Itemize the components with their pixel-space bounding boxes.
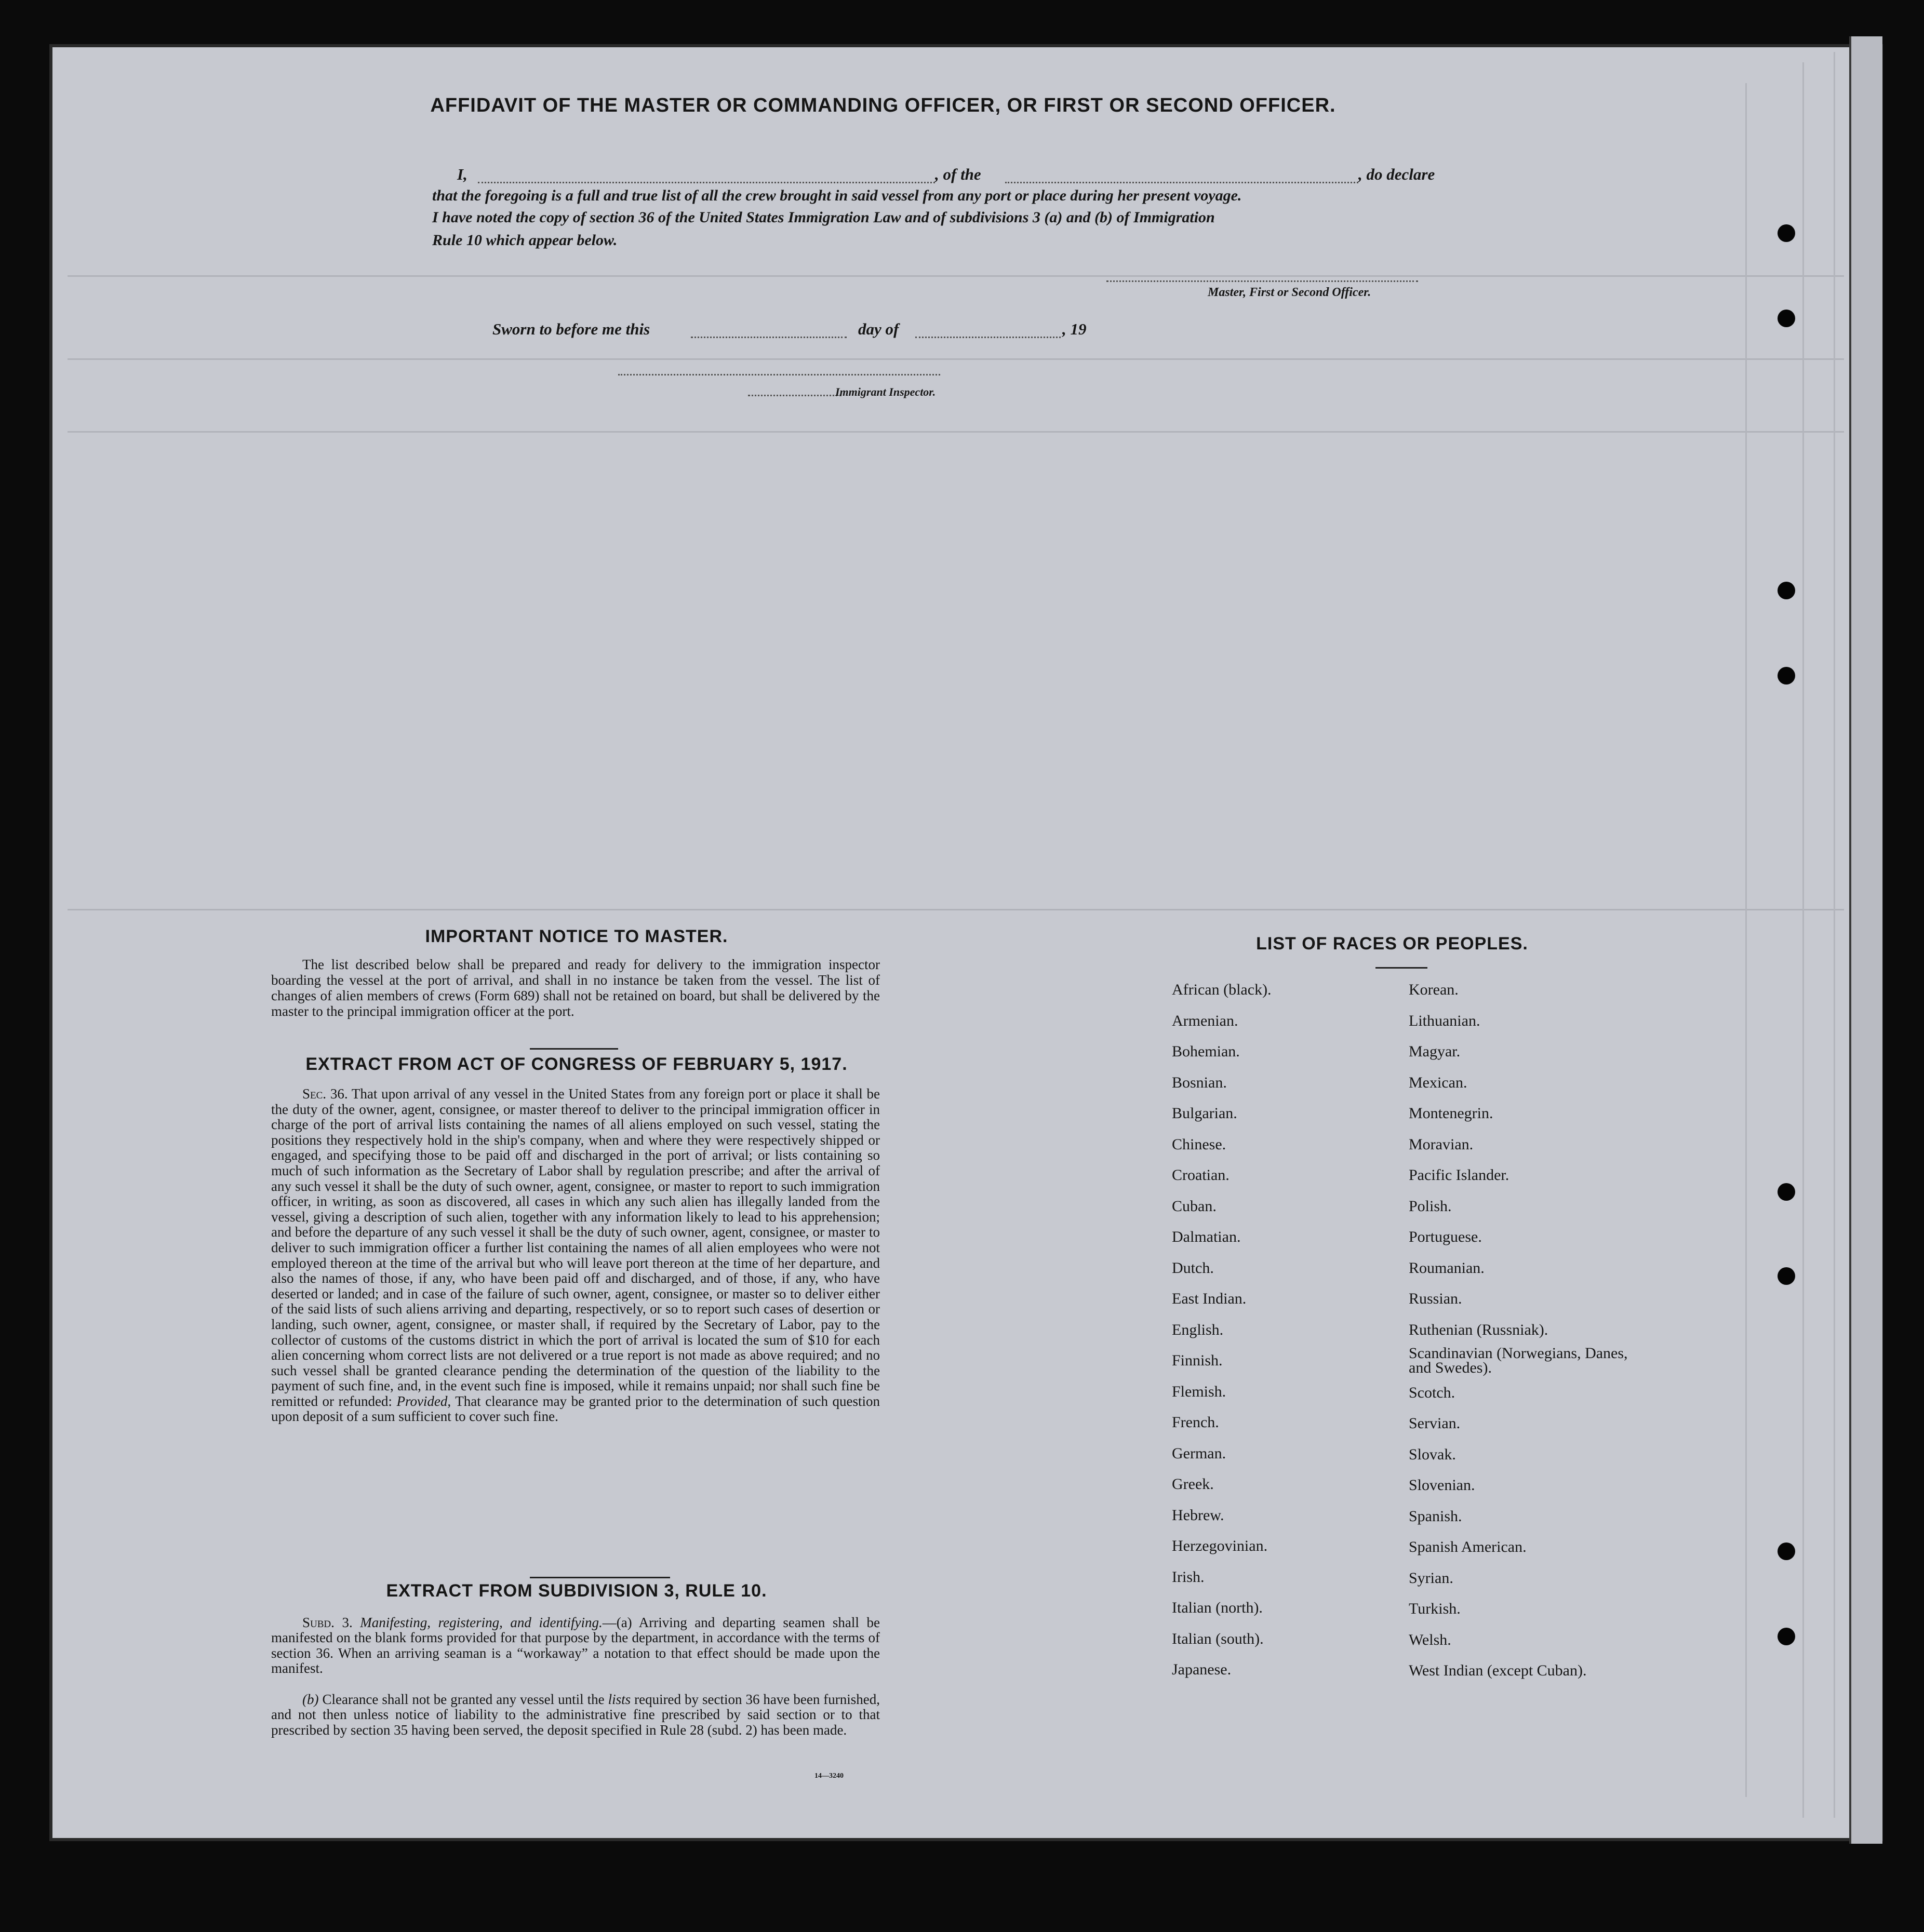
races-title: LIST OF RACES OR PEOPLES. xyxy=(1256,934,1528,954)
race-item: Montenegrin. xyxy=(1409,1105,1493,1122)
race-item: Ruthenian (Russniak). xyxy=(1409,1321,1548,1338)
race-item: Lithuanian. xyxy=(1409,1012,1480,1029)
inspector-label: Immigrant Inspector. xyxy=(835,385,936,398)
form-number: 14—3240 xyxy=(814,1772,844,1780)
race-item: Slovenian. xyxy=(1409,1477,1475,1494)
punch-hole xyxy=(1778,1183,1795,1201)
affidavit-i: I, xyxy=(457,165,467,183)
rule-subd-heading: Manifesting, registering, and identifying. xyxy=(360,1615,603,1630)
affidavit-of-the: , of the xyxy=(935,165,981,183)
race-item: English. xyxy=(1172,1321,1224,1338)
race-item: Polish. xyxy=(1409,1197,1452,1215)
act-section-label: Sec. 36. xyxy=(302,1086,348,1102)
race-item: Herzegovinian. xyxy=(1172,1537,1268,1554)
race-item: Chinese. xyxy=(1172,1135,1226,1153)
race-item: East Indian. xyxy=(1172,1290,1247,1307)
year-label: , 19 xyxy=(1062,320,1087,338)
act-provided: Provided, xyxy=(396,1393,451,1409)
rule-b-text-2: required by section 36 have been furnished, and not then unless notice of liability to the administrative fine prescribed by said section or to that prescribed by section 35 having been served, the deposit specified in Rule 28 (subd. 2) has been made. xyxy=(271,1692,880,1738)
race-item: Hebrew. xyxy=(1172,1506,1224,1524)
race-item: West Indian (except Cuban). xyxy=(1409,1662,1587,1679)
vessel-blank xyxy=(1005,165,1358,183)
race-item: French. xyxy=(1172,1414,1219,1431)
race-item: Russian. xyxy=(1409,1290,1462,1307)
day-of-label: day of xyxy=(858,320,899,338)
notice-text: The list described below shall be prepared and ready for delivery to the immigration inspector boarding the vessel at the port of arrival, and shall in no instance be taken from the vessel. The list of changes of alien members of crews (Form 689) shall not be retained on board, but shall be delivered by the master to the principal immigration officer at the port. xyxy=(271,957,880,1019)
inspector-signature-blank xyxy=(748,384,841,396)
race-item: Slovak. xyxy=(1409,1445,1456,1463)
act-text-end: That clearance may be granted prior to the determination of such question upon deposit of a sum sufficient to cover such fine. xyxy=(271,1393,880,1425)
races-left-column xyxy=(1172,974,1272,1685)
race-item: Bosnian. xyxy=(1172,1074,1227,1091)
race-item: Moravian. xyxy=(1409,1135,1474,1153)
affidavit-line-3: I have noted the copy of section 36 of the United States Immigration Law and of subdivisions 3 (a) and (b) of Immigration xyxy=(432,209,1215,226)
rule-a-text: —(a) Arriving and departing seamen shall be manifested on the blank forms provided for that purpose by the department, in accordance with the terms of section 36. When an arriving seaman is a “workaway” a notation to that effect should be made upon the manifest. xyxy=(271,1615,880,1676)
race-item: Japanese. xyxy=(1172,1661,1232,1678)
race-item: Turkish. xyxy=(1409,1600,1461,1617)
race-item: Servian. xyxy=(1409,1415,1461,1432)
race-item: Scandinavian (Norwegians, Danes, and Swedes). xyxy=(1409,1345,1628,1376)
race-item: Bulgarian. xyxy=(1172,1105,1237,1122)
affidavit-line-2: that the foregoing is a full and true list of all the crew brought in said vessel from any port or place during her present voyage. xyxy=(432,187,1242,204)
race-item: Dalmatian. xyxy=(1172,1228,1241,1245)
sworn-label: Sworn to before me this xyxy=(492,320,650,338)
name-blank xyxy=(478,165,935,183)
master-signature-blank xyxy=(1106,270,1418,282)
divider xyxy=(1375,967,1427,969)
rule-b-label: (b) xyxy=(302,1692,319,1707)
affidavit-declare: , do declare xyxy=(1358,165,1435,183)
race-item: Armenian. xyxy=(1172,1012,1238,1029)
divider xyxy=(530,1048,618,1050)
race-item: Italian (south). xyxy=(1172,1630,1264,1647)
race-item: Magyar. xyxy=(1409,1043,1461,1060)
race-item: Finnish. xyxy=(1172,1352,1223,1369)
race-item: Spanish. xyxy=(1409,1507,1462,1525)
race-item: Mexican. xyxy=(1409,1074,1467,1091)
race-item: Greek. xyxy=(1172,1475,1214,1493)
race-item: Roumanian. xyxy=(1409,1259,1485,1277)
race-item: Portuguese. xyxy=(1409,1228,1482,1245)
race-item: Scotch. xyxy=(1409,1384,1455,1401)
race-item: Cuban. xyxy=(1172,1197,1217,1215)
punch-hole xyxy=(1778,582,1795,599)
race-item: Flemish. xyxy=(1172,1383,1226,1400)
act-text: That upon arrival of any vessel in the United States from any foreign port or place it shall be the duty of the owner, agent, consignee, or master thereof to deliver to the principal immigration officer in charge of the port of arrival lists containing the names of all aliens employed on such vessel, stating the positions they respectively hold in the ship's company, when and where they were respectively shipped or engaged, and specifying those to be paid off and discharged in the port of arrival; or lists containing so much of such information as the Secretary of Labor shall by regulation prescribe; and after the arrival of any such vessel it shall be the duty of such owner, agent, consignee, or master to report to such immigration officer, in writing, as soon as discovered, all cases in which any such alien has illegally landed from the vessel, giving a description of such alien, together with any information likely to lead to his apprehension; and before the departure of any such vessel it shall be the duty of such owner, agent, consignee, or master to deliver to such immigration officer a further list containing the names of all alien employees who were not employed thereon at the time of the arrival but who will leave port thereon at the time of her departure, and also the names of those, if any, who have been paid off and discharged, and of those, if any, who have deserted or landed; and in case of the failure of such owner, agent, consignee, or master so to deliver either of the said lists of such aliens arriving and departing, respectively, or so to report such cases of desertion or landing, such owner, agent, consignee, or master shall, if required by the Secretary of Labor, pay to the collector of customs of the customs district in which the port of arrival is located the sum of $10 for each alien concerning whom correct lists are not delivered or a true report is not made as above required; and no such vessel shall be granted clearance pending the determination of the question of the liability to the payment of such fine, and, in the event such fine is imposed, while it remains unpaid; nor shall such fine be remitted or refunded: xyxy=(271,1086,880,1409)
race-item: African (black). xyxy=(1172,981,1272,998)
affidavit-line-4: Rule 10 which appear below. xyxy=(432,232,618,249)
punch-hole xyxy=(1778,1628,1795,1645)
race-item: Irish. xyxy=(1172,1568,1205,1586)
punch-hole xyxy=(1778,310,1795,327)
notice-title: IMPORTANT NOTICE TO MASTER. xyxy=(425,927,728,946)
race-item: Italian (north). xyxy=(1172,1599,1263,1616)
month-blank xyxy=(915,320,1061,338)
race-item: Syrian. xyxy=(1409,1569,1453,1587)
act-title: EXTRACT FROM ACT OF CONGRESS OF FEBRUARY 5, 1917. xyxy=(305,1054,848,1074)
rule-paragraph-b xyxy=(271,1692,880,1738)
rule-title: EXTRACT FROM SUBDIVISION 3, RULE 10. xyxy=(386,1581,767,1601)
race-item: Korean. xyxy=(1409,981,1459,998)
rule-b-text-1: Clearance shall not be granted any vessel until the xyxy=(322,1692,605,1707)
punch-hole xyxy=(1778,1542,1795,1560)
race-item: Bohemian. xyxy=(1172,1043,1240,1060)
sworn-day-blank xyxy=(691,320,847,338)
races-right-column xyxy=(1409,974,1637,1686)
affidavit-title: AFFIDAVIT OF THE MASTER OR COMMANDING OFFICER, OR FIRST OR SECOND OFFICER. xyxy=(430,95,1336,116)
race-item: Croatian. xyxy=(1172,1166,1230,1184)
inspector-upper-blank xyxy=(618,364,940,375)
punch-hole xyxy=(1778,667,1795,685)
race-item: Pacific Islander. xyxy=(1409,1166,1509,1184)
divider xyxy=(530,1577,670,1578)
race-item: Welsh. xyxy=(1409,1631,1451,1648)
race-item: Spanish American. xyxy=(1409,1538,1527,1555)
punch-hole xyxy=(1778,224,1795,242)
race-item: Dutch. xyxy=(1172,1259,1214,1277)
rule-paragraph-a xyxy=(271,1615,880,1676)
rule-b-lists: lists xyxy=(608,1692,631,1707)
race-item: German. xyxy=(1172,1444,1226,1462)
master-label: Master, First or Second Officer. xyxy=(1208,286,1371,299)
page-edge xyxy=(1849,36,1882,1844)
act-paragraph xyxy=(271,1086,880,1425)
punch-hole xyxy=(1778,1267,1795,1285)
rule-subd-label: Subd. 3. xyxy=(302,1615,353,1630)
